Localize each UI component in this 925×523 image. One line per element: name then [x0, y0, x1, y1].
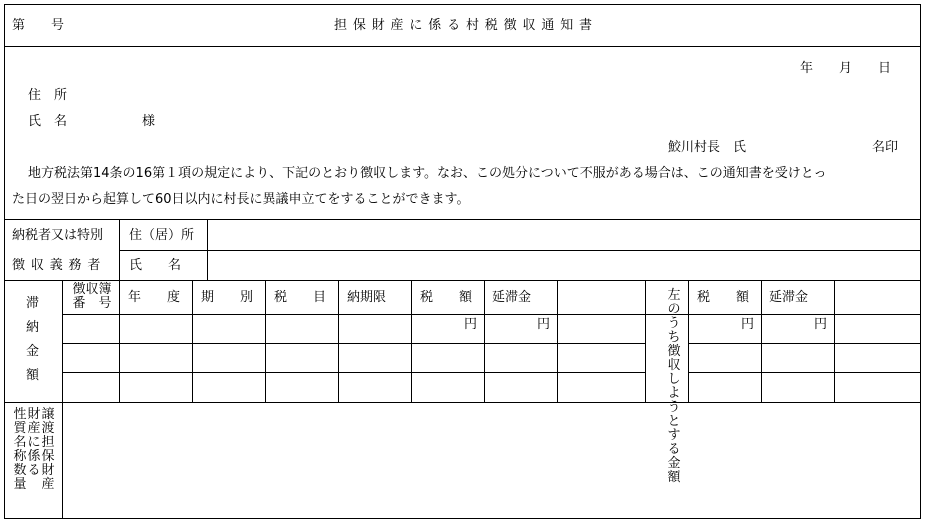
arrears-label-col-line	[62, 280, 63, 519]
yen-collect-tax-amount: 円	[741, 317, 755, 332]
taxpayer-col1-line	[119, 219, 120, 281]
collect-header-late-fee: 延滞金	[769, 290, 809, 305]
col-line-2	[192, 280, 193, 403]
taxpayer-bottom-line	[4, 280, 921, 281]
outer-border-bottom	[4, 518, 921, 519]
col-line-8	[645, 280, 646, 403]
honorific: 様	[142, 114, 156, 129]
arrears-row1-line-left	[62, 343, 646, 344]
arrears-header-line	[62, 314, 921, 315]
header-year: 年 度	[128, 290, 181, 305]
number-label: 第 号	[12, 18, 65, 33]
header-late-fee: 延滞金	[492, 290, 532, 305]
col-line-5	[411, 280, 412, 403]
address-label: 住 所	[28, 88, 68, 103]
yen-late-fee: 円	[537, 317, 551, 332]
col-line-4	[338, 280, 339, 403]
taxpayer-top-line	[4, 219, 921, 220]
col-line-7	[557, 280, 558, 403]
yen-tax-amount: 円	[464, 317, 478, 332]
body-text-line2: た日の翌日から起算して60日以内に村長に異議申立てをすることができます。	[12, 192, 470, 207]
yen-collect-late-fee: 円	[814, 317, 828, 332]
header-ledger-no-bottom: 番 号	[72, 296, 112, 311]
header-tax-item: 税 目	[274, 290, 327, 305]
arrears-row1-line-right	[688, 343, 921, 344]
col-line-3	[265, 280, 266, 403]
taxpayer-address-label: 住（居）所	[129, 228, 195, 243]
property-label-col2: 財産に係る	[27, 407, 41, 478]
col-line-10	[761, 280, 762, 403]
arrears-row2-line-right	[688, 372, 921, 373]
taxpayer-label-line2: 徴収義務者	[12, 258, 107, 273]
header-period: 期 別	[201, 290, 254, 305]
document-title: 担保財産に係る村税徴収通知書	[334, 18, 598, 33]
property-label-col1: 譲渡担保財産	[41, 407, 55, 492]
taxpayer-col2-line	[207, 219, 208, 281]
taxpayer-name-label: 氏 名	[129, 258, 182, 273]
arrears-side-label-4: 額	[26, 368, 40, 383]
property-label-col3: 性質名称数量	[13, 407, 27, 492]
header-tax-amount: 税 額	[420, 290, 473, 305]
arrears-row2-line-left	[62, 372, 646, 373]
outer-border-left	[4, 4, 5, 519]
collect-header-tax-amount: 税 額	[697, 290, 750, 305]
col-line-1	[119, 280, 120, 403]
seal-label: 名印	[872, 140, 899, 155]
arrears-side-label-3: 金	[26, 344, 40, 359]
body-text-line1: 地方税法第14条の16第１項の規定により、下記のとおり徴収します。なお、この処分について不服がある場合は、この通知書を受けとっ	[28, 166, 827, 181]
date-line: 年 月 日	[800, 61, 892, 76]
arrears-side-label-2: 納	[26, 320, 40, 335]
outer-border-top	[4, 4, 921, 5]
name-label: 氏 名	[28, 114, 68, 129]
col-line-9	[688, 280, 689, 403]
issuer-name: 鮫川村長 氏	[668, 140, 747, 155]
header-ledger-no-top: 徴収簿	[72, 282, 112, 297]
header-divider	[4, 46, 921, 47]
outer-border-right	[920, 4, 921, 519]
collect-label-col1: 左のうち徴収しようとする金額	[667, 288, 681, 485]
taxpayer-mid-line	[119, 250, 921, 251]
col-line-11	[834, 280, 835, 403]
header-due-date: 納期限	[347, 290, 387, 305]
arrears-bottom-line	[4, 402, 921, 403]
taxpayer-label-line1: 納税者又は特別	[12, 228, 104, 243]
col-line-6	[484, 280, 485, 403]
arrears-side-label-1: 滞	[26, 296, 40, 311]
